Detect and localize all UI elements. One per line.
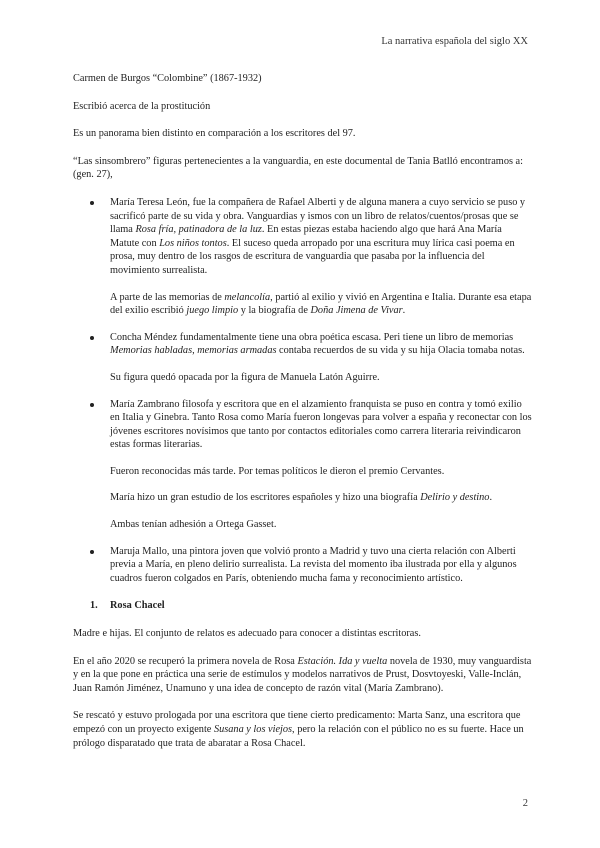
text-run: Se rescató y estuvo prologada por una escritora que tiene cierto predicamento: Marta Sanz, una escritora que empezó con un proyecto exigente (73, 710, 521, 735)
author-heading: Carmen de Burgos “Colombine” (1867-1932) (73, 73, 262, 84)
text-run: Concha Méndez fundamentalmente tiene una obra poética escasa. Peri tiene un libro de memorias (110, 331, 514, 343)
text-run: María hizo un gran estudio de los escritores españoles y hizo una biografía (110, 492, 421, 504)
bullet-paragraph (110, 518, 533, 532)
italic-title: Estación. Ida y vuelta (297, 655, 388, 667)
bullet-dot-icon (90, 403, 94, 407)
text-run: A parte de las memorias de (110, 291, 225, 303)
bullet-list (73, 196, 533, 585)
closing-paragraph (73, 655, 533, 696)
text-run: Madre e hijas. El conjunto de relatos es adecuado para conocer a distintas escritoras. (73, 628, 421, 640)
bullet-paragraph (110, 196, 533, 278)
italic-title: melancolía (224, 291, 271, 303)
text-run: . En estas piezas estaba haciendo algo que hará Ana María Matute con (110, 224, 502, 249)
page-content (73, 72, 533, 764)
text-run: María Teresa León, fue la compañera de Rafael Alberti y de alguna manera a cuyo servicio se puso y sacrificó parte de su vida y obra. Vanguardias y ismos con un libro de relatos/cuentos/prosas que se llama (110, 196, 526, 236)
text-run: María Zambrano filosofa y escritora que en el alzamiento franquista se puso en contra y tomó exilio en Italia y Ginebra. Tanto Rosa como María fueron longevas para volver a españa y reconectar con los jóvenes escritores novísimos que tanto por contactos editoriales como carrera literaria reivindicaron estas formas literarias. (110, 398, 532, 451)
text-run: Ambas tenían adhesión a Ortega Gasset. (110, 519, 277, 531)
italic-title: juego limpio (186, 305, 239, 317)
closing-paragraph (73, 627, 533, 641)
bullet-paragraph (110, 291, 533, 318)
closing-paragraphs (73, 627, 533, 750)
bullet-paragraph (110, 398, 533, 452)
running-header: La narrativa española del siglo XX (381, 36, 528, 47)
section-heading (73, 599, 533, 613)
text-run: , partió al exilio y vivió en Argentina e Italia. Durante esa etapa del exilio escribió (110, 291, 532, 317)
bullet-item (73, 331, 533, 385)
text-run: Su figura quedó opacada por la figura de Manuela Latón Aguirre. (110, 371, 380, 383)
text-run: novela de 1930, muy vanguardista y en la que pone en práctica una serie de estímulos y modelos narrativos de Prust, Dosvtoyeski, Valle-Inclán, Juan Ramón Jiménez, Unamuno y una idea de concepto de razón vital (María Zambrano). (73, 655, 532, 694)
italic-title: Memorias habladas, memorias armadas (110, 345, 277, 357)
page-number: 2 (522, 798, 528, 809)
bullet-paragraph (110, 545, 533, 586)
intro-paragraph-3: “Las sinsombrero” figuras pertenecientes a la vanguardia, en este documental de Tania Batlló encontramos a: (gen. 27), (73, 155, 523, 181)
bullet-paragraph (110, 491, 533, 505)
italic-title: Rosa fría, patinadora de la luz (135, 224, 262, 236)
text-run: . (489, 492, 493, 504)
bullet-paragraph (110, 371, 533, 385)
italic-title: Los niños tontos (159, 237, 227, 249)
bullet-paragraph (110, 465, 533, 479)
text-run: , pero la relación con el público no es su fuerte. Hace un prólogo disparatado que trata de abaratar a Rosa Chacel. (73, 724, 524, 749)
section-title: Rosa Chacel (110, 600, 165, 612)
bullet-item (73, 196, 533, 318)
bullet-paragraph (110, 331, 533, 358)
section-number: 1. (90, 600, 98, 612)
text-run: contaba recuerdos de su vida y su hija Olacia tomaba notas. (276, 345, 525, 357)
text-run: Maruja Mallo, una pintora joven que volvió pronto a Madrid y tuvo una cierta relación con Alberti previa a María, en pleno delirio surrealista. La revista del momento iba ilustrada por ella y algunos cuadros fueron colgados en París, obteniendo mucha fama y reconocimiento artístico. (110, 545, 517, 584)
bullet-item (73, 545, 533, 586)
italic-title: Susana y los viejos (213, 724, 293, 735)
intro-paragraph-1: Escribió acerca de la prostitución (73, 100, 211, 112)
bullet-dot-icon (90, 336, 94, 340)
italic-title: Doña Jimena de Vivar (310, 305, 403, 317)
italic-title: Delirio y destino (420, 492, 490, 504)
bullet-dot-icon (90, 550, 94, 554)
bullet-dot-icon (90, 201, 94, 205)
text-run: y la biografía de (238, 305, 311, 317)
text-run: . (402, 305, 406, 317)
closing-paragraph (73, 709, 533, 750)
text-run: Fueron reconocidas más tarde. Por temas políticos le dieron el premio Cervantes. (110, 465, 445, 477)
intro-paragraph-2: Es un panorama bien distinto en comparación a los escritores del 97. (73, 128, 356, 140)
bullet-item (73, 398, 533, 532)
text-run: En el año 2020 se recuperó la primera novela de Rosa (73, 655, 298, 667)
text-run: . El suceso queda arropado por una escritura muy lírica casi poema en prosa, muy dentro de los rasgos de escritura de vanguardia que pasaba por la influencia del movimiento surrealista. (110, 237, 515, 276)
